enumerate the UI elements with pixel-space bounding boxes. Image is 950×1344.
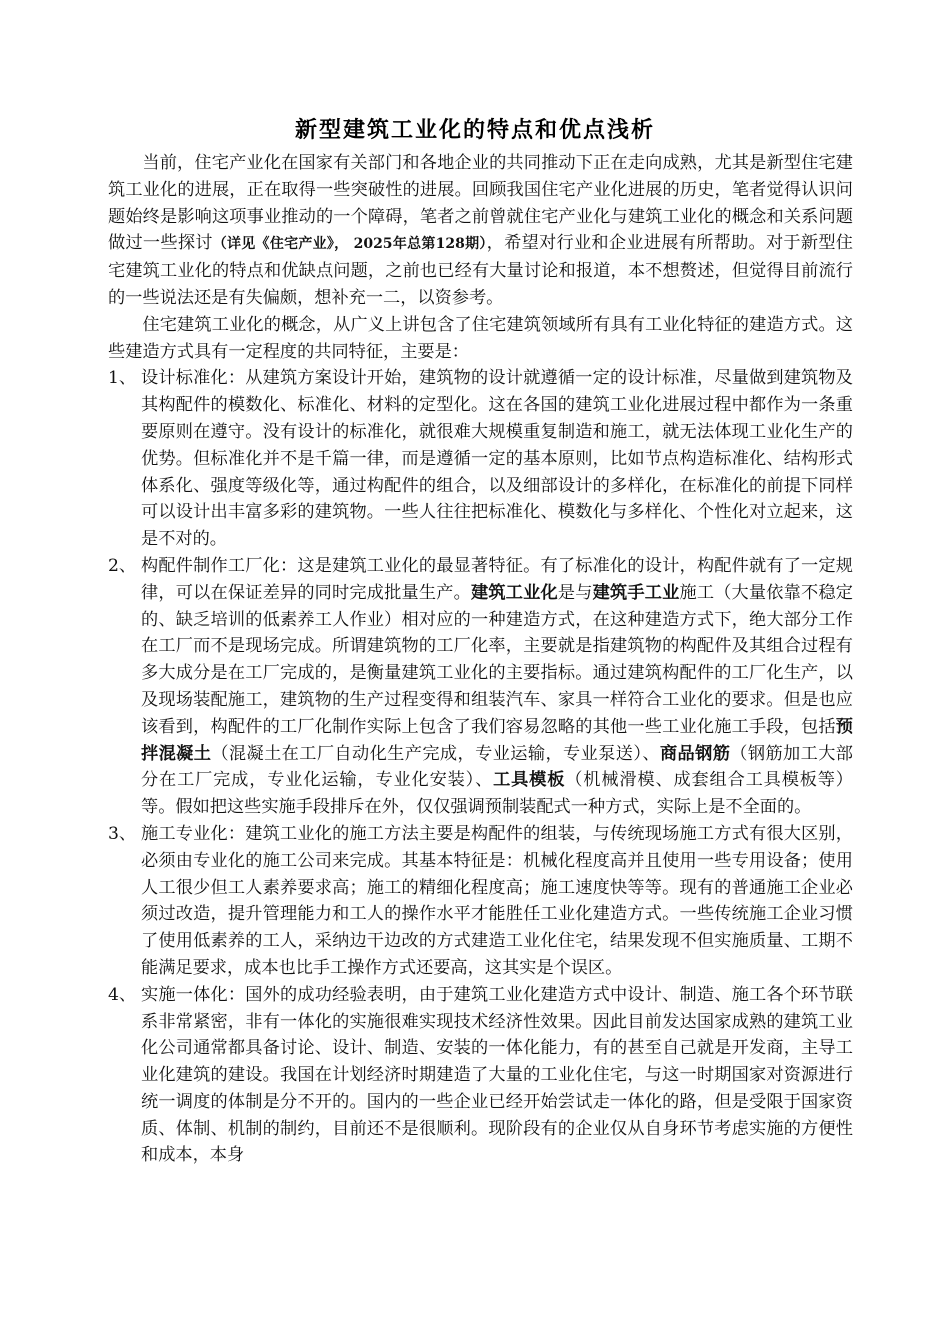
intro-text-a: 当前，住宅产业化在国家有关部门和各地企业的共同推动下正在走向成熟，尤其是新型住宅建筑工业化的进展，正在取得一些突破性的进展。回顾我国住宅产业化进展的历史，笔者觉得认识问题始终是影响这项事业推动的一个障碍，笔者之前曾就住宅产业化与建筑工业化的概念和关系问题做过一些探讨 [108,153,853,254]
document-title: 新型建筑工业化的特点和优点浅析 [294,118,655,143]
list-item-text: 实施一体化：国外的成功经验表明，由于建筑工业化建造方式中设计、制造、施工各个环节联系非常紧密，非有一体化的实施很难实现技术经济性效果。因此目前发达国家成熟的建筑工业化公司通常都具备讨论、设计、制造、安装的一体化能力，有的甚至自己就是开发商，主导工业化建筑的建设。我国在计划经济时期建造了大量的工业化住宅，与这一时期国家对资源进行统一调度的体制是分不开的。国内的一些企业已经开始尝试走一体化的路，但是受限于国家资质、体制、机制的制约，目前还不是很顺利。现阶段有的企业仅从自身环节考虑实施的方便性和成本，本身 [141,984,853,1166]
list-item-2 [108,553,853,821]
list-item-text: （混凝土在工厂自动化生产完成，专业运输，专业泵送）、 [211,743,660,764]
concept-paragraph: 住宅建筑工业化的概念，从广义上讲包含了住宅建筑领域所有具有工业化特征的建造方式。这些建造方式具有一定程度的共同特征，主要是： [108,314,853,362]
list-item-text: 施工（大量依靠不稳定的、缺乏培训的低素养工人作业）相对应的一种建造方式，在这种建造方式下，绝大部分工作在工厂而不是现场完成。所谓建筑物的工厂化率，主要就是指建筑物的构配件及其组合过程有多大成分是在工厂完成的，是衡量建筑工业化的主要指标。通过建筑构配件的工厂化生产，以及现场装配施工，建筑物的生产过程变得和组装汽车、家具一样符合工业化的要求。但是也应该看到，构配件的工厂化制作实际上包含了我们容易忽略的其他一些工业化施工手段，包括 [141,582,853,737]
list-item-text: （机械滑模、成套组合工具模板等）等。假如把这些实施手段排斥在外，仅仅强调预制装配式一种方式，实际上是不全面的。 [141,770,853,818]
document-body [108,150,853,1169]
list-item-text: 构配件制作工厂化：这是建筑工业化的最显著特征。有了标准化的设计，构配件就有了一定规律，可以在保证差异的同时完成批量生产。 [141,555,853,603]
list-item-text: （钢筋加工大部分在工厂完成，专业化运输，专业化安装）、 [141,743,853,791]
list-number: 1、 [108,368,137,389]
list-number: 3、 [108,823,137,844]
bold-term: 商品钢筋 [659,743,731,764]
list-number: 2、 [108,555,137,576]
bold-term: 建筑手工业 [592,582,680,603]
list-item-4 [108,982,853,1170]
bold-term: 预拌混凝土 [141,716,853,764]
list-item-text: 设计标准化：从建筑方案设计开始，建筑物的设计就遵循一定的设计标准，尽量做到建筑物及其构配件的模数化、标准化、材料的定型化。这在各国的建筑工业化进展过程中都作为一条重要原则在遵守。没有设计的标准化，就很难大规模重复制造和施工，就无法体现工业化生产的优势。但标准化并不是千篇一律，而是遵循一定的基本原则，比如节点构造标准化、结构形式体系化、强度等级化等，通过构配件的组合，以及细部设计的多样化，在标准化的前提下同样可以设计出丰富多彩的建筑物。一些人往往把标准化、模数化与多样化、个性化对立起来，这是不对的。 [141,368,853,550]
intro-reference: （详见《住宅产业》， 2025年总第128期） [212,236,487,253]
bold-term: 建筑工业化 [471,582,558,603]
bold-term: 工具模板 [493,770,566,791]
intro-text-b: ，希望对行业和企业进展有所帮助。对于新型住宅建筑工业化的特点和优缺点问题，之前也已经有大量讨论和报道，本不想赘述，但觉得目前流行的一些说法还是有失偏颇，想补充一二，以资参考。 [108,233,853,308]
list-item-1 [108,365,853,553]
list-item-text: 施工专业化：建筑工业化的施工方法主要是构配件的组装，与传统现场施工方式有很大区别，必须由专业化的施工公司来完成。其基本特征是：机械化程度高并且使用一些专用设备；使用人工很少但工人素养要求高；施工的精细化程度高；施工速度快等等。现有的普通施工企业必须过改造，提升管理能力和工人的操作水平才能胜任工业化建造方式。一些传统施工企业习惯了使用低素养的工人，采纳边干边改的方式建造工业化住宅，结果发现不但实施质量、工期不能满足要求，成本也比手工操作方式还要高，这其实是个误区。 [141,823,853,978]
intro-paragraph [108,150,853,312]
list-item-3 [108,821,853,982]
list-number: 4、 [108,984,137,1005]
list-item-text: 是与 [557,582,593,603]
